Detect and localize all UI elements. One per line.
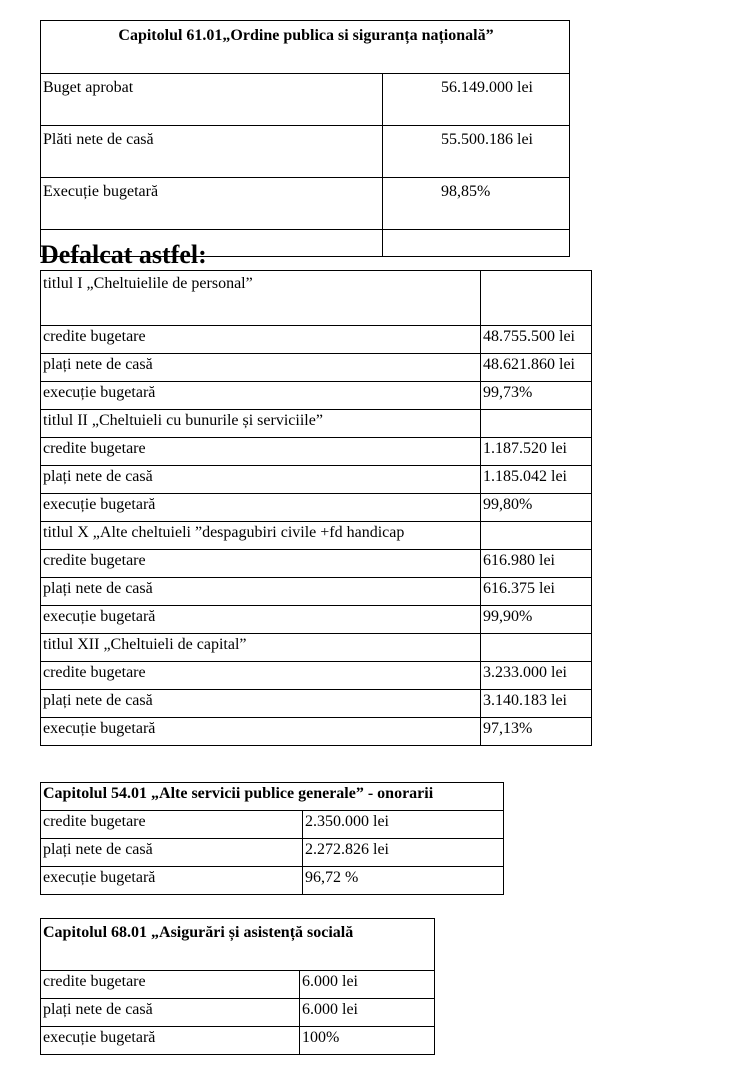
- section-row: [41, 271, 592, 326]
- table-row: [41, 578, 592, 606]
- row-label: plați nete de casă: [41, 578, 481, 606]
- section-row: [41, 634, 592, 662]
- table-row: [41, 690, 592, 718]
- capitol-68-table: [40, 918, 435, 1055]
- table-row: [41, 606, 592, 634]
- capitol-61-title: Capitolul 61.01„Ordine publica si siguranța națională”: [41, 21, 570, 74]
- table-row: [41, 999, 435, 1027]
- row-value: 56.149.000 lei: [383, 74, 570, 126]
- row-value: 616.980 lei: [481, 550, 592, 578]
- row-label: Plăti nete de casă: [41, 126, 383, 178]
- row-value: 100%: [300, 1027, 435, 1055]
- row-value: 1.185.042 lei: [481, 466, 592, 494]
- row-value: 98,85%: [383, 178, 570, 230]
- empty-cell: [383, 230, 570, 257]
- row-value: 6.000 lei: [300, 999, 435, 1027]
- row-label: execuție bugetară: [41, 718, 481, 746]
- row-label: Buget aprobat: [41, 74, 383, 126]
- row-label: credite bugetare: [41, 326, 481, 354]
- row-label: execuție bugetară: [41, 494, 481, 522]
- titlu-1-label: titlul I „Cheltuielile de personal”: [41, 271, 481, 326]
- row-value: 2.350.000 lei: [303, 811, 504, 839]
- section-row: [41, 522, 592, 550]
- row-label: plați nete de casă: [41, 354, 481, 382]
- table-row: [41, 839, 504, 867]
- table-row: [41, 126, 570, 178]
- row-value: 99,73%: [481, 382, 592, 410]
- empty-cell: [481, 522, 592, 550]
- row-value: 3.140.183 lei: [481, 690, 592, 718]
- row-value: 1.187.520 lei: [481, 438, 592, 466]
- table-row: [41, 971, 435, 999]
- table-row: [41, 662, 592, 690]
- row-value: 48.621.860 lei: [481, 354, 592, 382]
- table-row: [41, 550, 592, 578]
- empty-cell: [481, 634, 592, 662]
- row-value: 3.233.000 lei: [481, 662, 592, 690]
- row-value: 97,13%: [481, 718, 592, 746]
- capitol-54-table: [40, 782, 504, 895]
- table-row: [41, 811, 504, 839]
- row-label: credite bugetare: [41, 438, 481, 466]
- row-label: execuție bugetară: [41, 1027, 300, 1055]
- table-row: [41, 382, 592, 410]
- breakdown-table: [40, 270, 592, 746]
- row-value: 616.375 lei: [481, 578, 592, 606]
- row-value: 55.500.186 lei: [383, 126, 570, 178]
- row-label: execuție bugetară: [41, 867, 303, 895]
- row-value: 48.755.500 lei: [481, 326, 592, 354]
- defalcat-heading: Defalcat astfel:: [40, 240, 207, 269]
- empty-cell: [481, 410, 592, 438]
- row-label: Execuție bugetară: [41, 178, 383, 230]
- table-row: [41, 494, 592, 522]
- row-label: plați nete de casă: [41, 839, 303, 867]
- table-row: [41, 326, 592, 354]
- row-label: credite bugetare: [41, 971, 300, 999]
- row-label: credite bugetare: [41, 550, 481, 578]
- row-label: credite bugetare: [41, 811, 303, 839]
- row-label: plați nete de casă: [41, 999, 300, 1027]
- row-value: 2.272.826 lei: [303, 839, 504, 867]
- capitol-54-title: Capitolul 54.01 „Alte servicii publice generale” - onorarii: [41, 783, 504, 811]
- row-value: 6.000 lei: [300, 971, 435, 999]
- capitol-68-title: Capitolul 68.01 „Asigurări și asistență socială: [41, 919, 435, 971]
- row-value: 96,72 %: [303, 867, 504, 895]
- table-row: [41, 1027, 435, 1055]
- row-label: execuție bugetară: [41, 382, 481, 410]
- titlu-10-label: titlul X „Alte cheltuieli ”despagubiri civile +fd handicap: [41, 522, 481, 550]
- row-label: plați nete de casă: [41, 466, 481, 494]
- row-value: 99,90%: [481, 606, 592, 634]
- table-row: [41, 354, 592, 382]
- capitol-61-table: [40, 20, 570, 257]
- table-row: [41, 466, 592, 494]
- table-row: [41, 867, 504, 895]
- table-row: [41, 438, 592, 466]
- table-row: [41, 718, 592, 746]
- empty-cell: [481, 271, 592, 326]
- table-row: [41, 178, 570, 230]
- row-value: 99,80%: [481, 494, 592, 522]
- row-label: execuție bugetară: [41, 606, 481, 634]
- titlu-12-label: titlul XII „Cheltuieli de capital”: [41, 634, 481, 662]
- table-row: [41, 74, 570, 126]
- row-label: credite bugetare: [41, 662, 481, 690]
- row-label: plați nete de casă: [41, 690, 481, 718]
- section-row: [41, 410, 592, 438]
- titlu-2-label: titlul II „Cheltuieli cu bunurile și serviciile”: [41, 410, 481, 438]
